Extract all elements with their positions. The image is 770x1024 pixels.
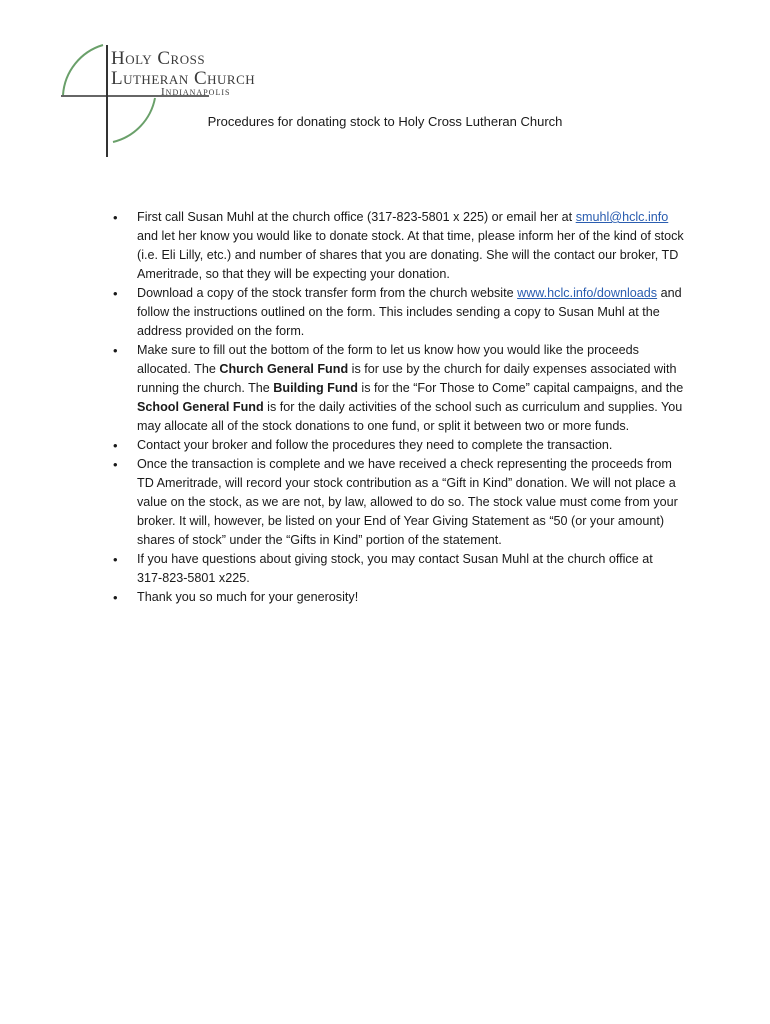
email-link[interactable]: smuhl@hclc.info: [575, 210, 669, 224]
list-item: [110, 208, 690, 284]
text: Once the transaction is complete and we have received a check representing the proceeds from TD Ameritrade, will record your stock contribution as a “Gift in Kind” donation. We will not place a value on the stock, as we are not, by law, allowed to do so. The stock value must come from your broker. It will, however, be listed on your End of Year Giving Statement as “50 (or your amount) shares of stock” under the “Gifts in Kind” portion of the statement.: [137, 457, 678, 547]
text: is for use by the church for daily expenses associated with running the church. The: [137, 362, 677, 395]
list-item: [110, 284, 690, 341]
bullet-icon: •: [113, 552, 118, 567]
text: First call Susan Muhl at the church office (317-823-5801 x 225) or email her at: [137, 210, 576, 224]
bullet-icon: •: [113, 210, 118, 225]
logo-location: Indianapolis: [161, 86, 231, 98]
fund-name: Building Fund: [273, 381, 358, 395]
document-title-text: Procedures for donating stock to Holy Cross Lutheran Church: [207, 114, 563, 129]
list-item: [110, 455, 690, 550]
bullet-icon: •: [113, 457, 118, 472]
text: Thank you so much for your generosity!: [137, 590, 359, 604]
fund-name: School General Fund: [137, 400, 264, 414]
phone-number: 317-823-5801 x225.: [137, 571, 250, 585]
downloads-link[interactable]: www.hclc.info/downloads: [517, 286, 658, 300]
list-item: [110, 588, 690, 607]
text: is for the daily activities of the school such as curriculum and supplies. You may allocate all of the stock donations to one fund, or split it between two or more funds.: [137, 400, 683, 433]
text: If you have questions about giving stock, you may contact Susan Muhl at the church office at: [137, 552, 653, 566]
bullet-icon: •: [113, 590, 118, 605]
bullet-icon: •: [113, 343, 118, 358]
document-title: [0, 114, 770, 129]
logo-name-line1: Holy Cross: [111, 48, 206, 69]
church-logo: [55, 40, 295, 160]
text: Contact your broker and follow the procedures they need to complete the transaction.: [137, 438, 613, 452]
logo-name-line2: Lutheran Church: [111, 68, 256, 89]
list-item: [110, 341, 690, 436]
bullet-icon: •: [113, 286, 118, 301]
text: Download a copy of the stock transfer form from the church website: [137, 286, 518, 300]
list-item: [110, 436, 690, 455]
fund-name: Church General Fund: [219, 362, 349, 376]
procedure-list: [110, 208, 690, 607]
text: and follow the instructions outlined on the form. This includes sending a copy to Susan Muhl at the address provided on the form.: [137, 286, 682, 338]
bullet-icon: •: [113, 438, 118, 453]
text: and let her know you would like to donate stock. At that time, please inform her of the kind of stock (i.e. Eli Lilly, etc.) and number of shares that you are donating. She will the contact our broker, TD Ameritrade, so that they will be expecting your donation.: [137, 229, 684, 281]
list-item: [110, 550, 690, 588]
text: Make sure to fill out the bottom of the form to let us know how you would like the proceeds allocated. The: [137, 343, 639, 376]
text: is for the “For Those to Come” capital campaigns, and the: [357, 381, 684, 395]
